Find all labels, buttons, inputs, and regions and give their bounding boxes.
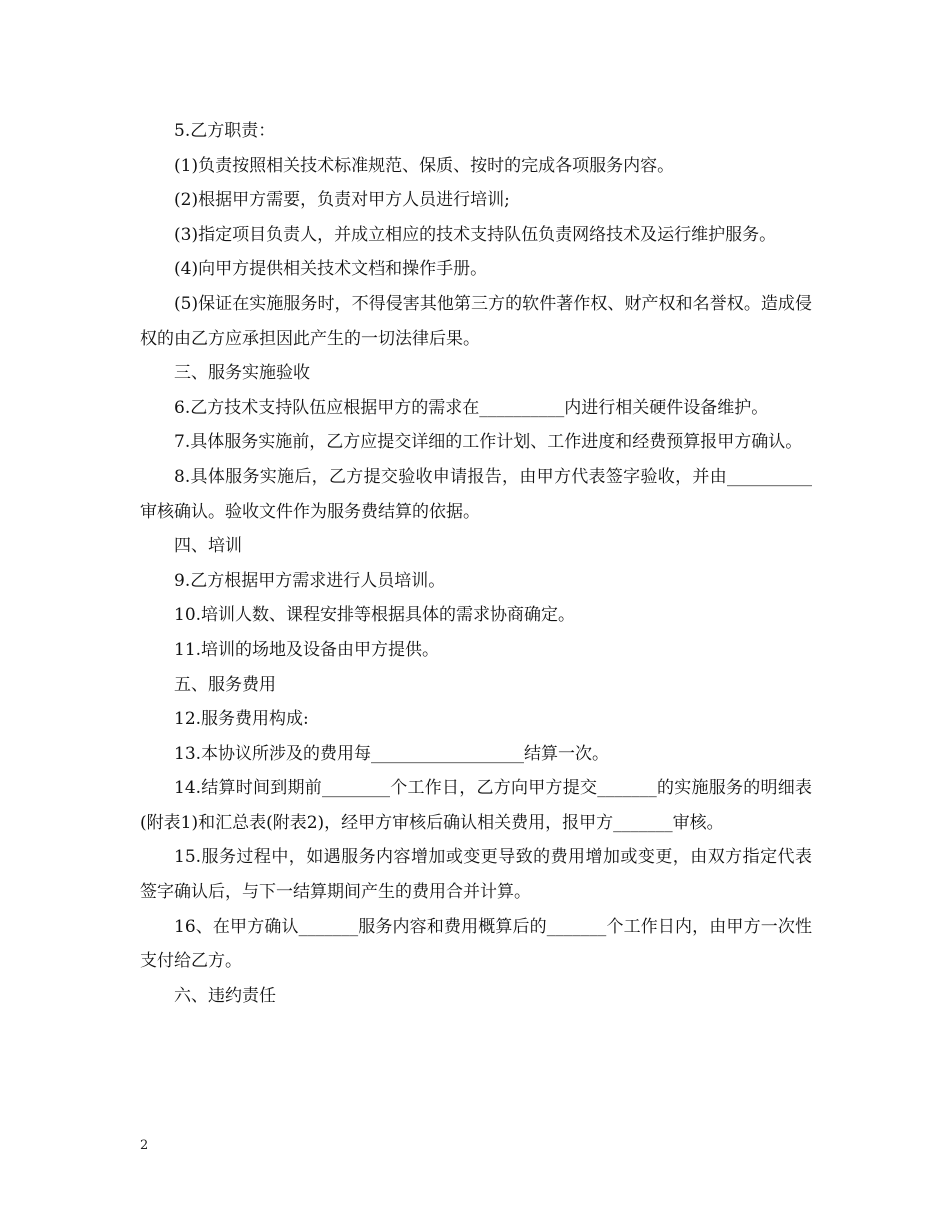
paragraph: 13.本协议所涉及的费用每__________________结算一次。 — [174, 743, 610, 764]
paragraph: (5)保证在实施服务时，不得侵害其他第三方的软件著作权、财产权和名誉权。造成侵权的由乙方应承担因此产生的一切法律后果。 — [140, 293, 812, 349]
paragraph: 12.服务费用构成: — [174, 709, 309, 730]
paragraph: 6.乙方技术支持队伍应根据甲方的需求在__________内进行相关硬件设备维护。 — [174, 397, 769, 418]
paragraph: 10.培训人数、课程安排等根据具体的需求协商确定。 — [174, 605, 576, 626]
paragraph: 16、在甲方确认_______服务内容和费用概算后的_______个工作日内，由甲方一次性支付给乙方。 — [140, 916, 812, 972]
paragraph: (4)向甲方提供相关技术文档和操作手册。 — [174, 259, 488, 280]
section-heading: 四、培训 — [174, 536, 242, 557]
section-heading: 五、服务费用 — [174, 674, 276, 695]
page-number: 2 — [140, 1138, 149, 1153]
paragraph: 9.乙方根据甲方需求进行人员培训。 — [174, 570, 446, 591]
paragraph: (3)指定项目负责人，并成立相应的技术支持队伍负责网络技术及运行维护服务。 — [174, 224, 777, 245]
paragraph: 14.结算时间到期前________个工作日，乙方向甲方提交_______的实施服务的明细表(附表1)和汇总表(附表2)，经甲方审核后确认相关费用，报甲方_______审核。 — [140, 778, 812, 833]
section-heading: 三、服务实施验收 — [174, 363, 310, 384]
paragraph: 7.具体服务实施前，乙方应提交详细的工作计划、工作进度和经费预算报甲方确认。 — [174, 432, 803, 453]
section-heading: 六、违约责任 — [174, 985, 276, 1006]
paragraph: 5.乙方职责： — [174, 121, 276, 141]
paragraph: (2)根据甲方需要，负责对甲方人员进行培训; — [174, 190, 510, 211]
paragraph: (1)负责按照相关技术标准规范、保质、按时的完成各项服务内容。 — [174, 155, 675, 176]
document-body — [140, 114, 812, 1013]
paragraph: 8.具体服务实施后，乙方提交验收申请报告，由甲方代表签字验收，并由__________审核确认。验收文件作为服务费结算的依据。 — [140, 466, 812, 522]
paragraph: 15.服务过程中，如遇服务内容增加或变更导致的费用增加或变更，由双方指定代表签字确认后，与下一结算期间产生的费用合并计算。 — [140, 847, 812, 903]
paragraph: 11.培训的场地及设备由甲方提供。 — [174, 639, 440, 660]
